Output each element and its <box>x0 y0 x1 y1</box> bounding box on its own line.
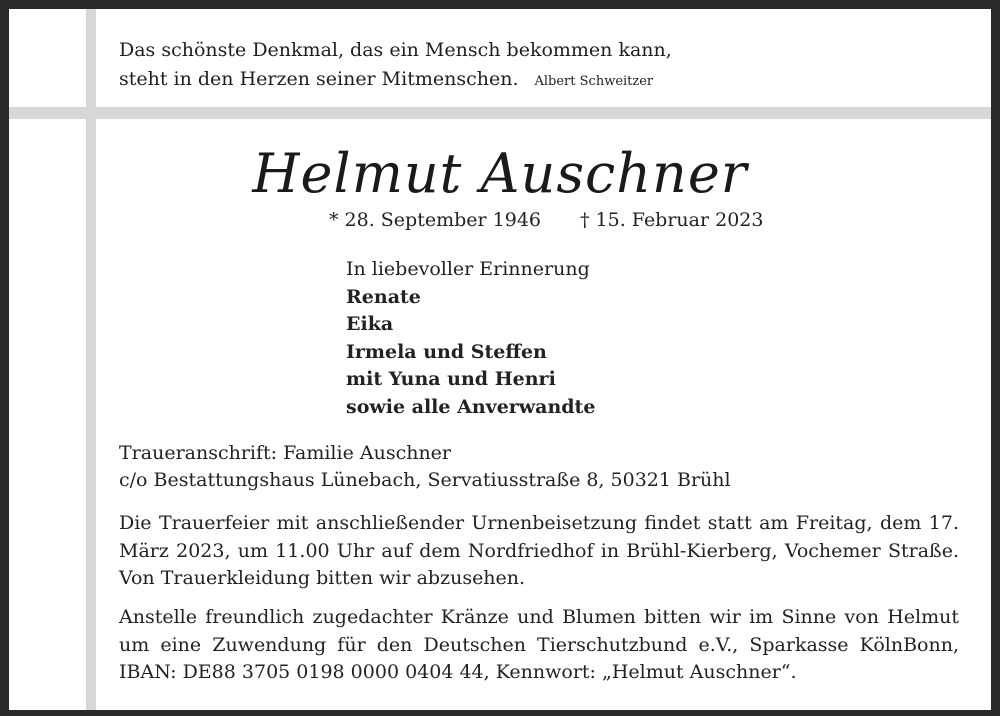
frame-bottom-border <box>0 710 1000 716</box>
mourner-name: Eika <box>346 313 394 335</box>
quote-block <box>119 36 672 96</box>
quote-author: Albert Schweitzer <box>534 74 654 89</box>
quote-line-2 <box>119 65 672 96</box>
donation-paragraph: Anstelle freundlich zugedachter Kränze und Blumen bitten wir im Sinne von Helmut um eine Zuwendung für den Deutschen Tierschutzbund e.V., Sparkasse KölnBonn, IBAN: DE88 3705 0198 0000 0404 44, Kennwort: „Helmut Auschner“. <box>119 606 959 683</box>
frame-right-border <box>991 0 1000 716</box>
mourner-name: Irmela und Steffen <box>346 340 547 363</box>
frame-left-border <box>0 0 9 716</box>
quote-line-1: Das schönste Denkmal, das ein Mensch bekommen kann, <box>119 39 672 61</box>
mourner-name: Renate <box>346 285 421 308</box>
address-line-2: c/o Bestattungshaus Lünebach, Servatiusstraße 8, 50321 Brühl <box>119 469 731 491</box>
mourning-address <box>119 440 731 494</box>
frame-top-border <box>0 0 1000 9</box>
address-line-1: Traueranschrift: Familie Auschner <box>119 442 452 464</box>
death-date: † 15. Februar 2023 <box>580 209 764 231</box>
cross-horizontal-bar <box>9 107 991 119</box>
quote-line-2-text: steht in den Herzen seiner Mitmenschen. <box>119 68 519 90</box>
deceased-name: Helmut Auschner <box>252 142 748 205</box>
mourners-intro: In liebevoller Erinnerung <box>346 258 590 280</box>
ceremony-paragraph: Die Trauerfeier mit anschließender Urnenbeisetzung findet statt am Freitag, dem 17. März 2023, um 11.00 Uhr auf dem Nordfriedhof in Brühl-Kierberg, Vochemer Straße. Von Trauerkleidung bitten wir abzusehen. <box>119 512 959 589</box>
birth-date: * 28. September 1946 <box>329 209 541 231</box>
mourners-list <box>346 256 595 421</box>
mourner-name: mit Yuna und Henri <box>346 368 556 390</box>
mourner-name: sowie alle Anverwandte <box>346 395 596 418</box>
